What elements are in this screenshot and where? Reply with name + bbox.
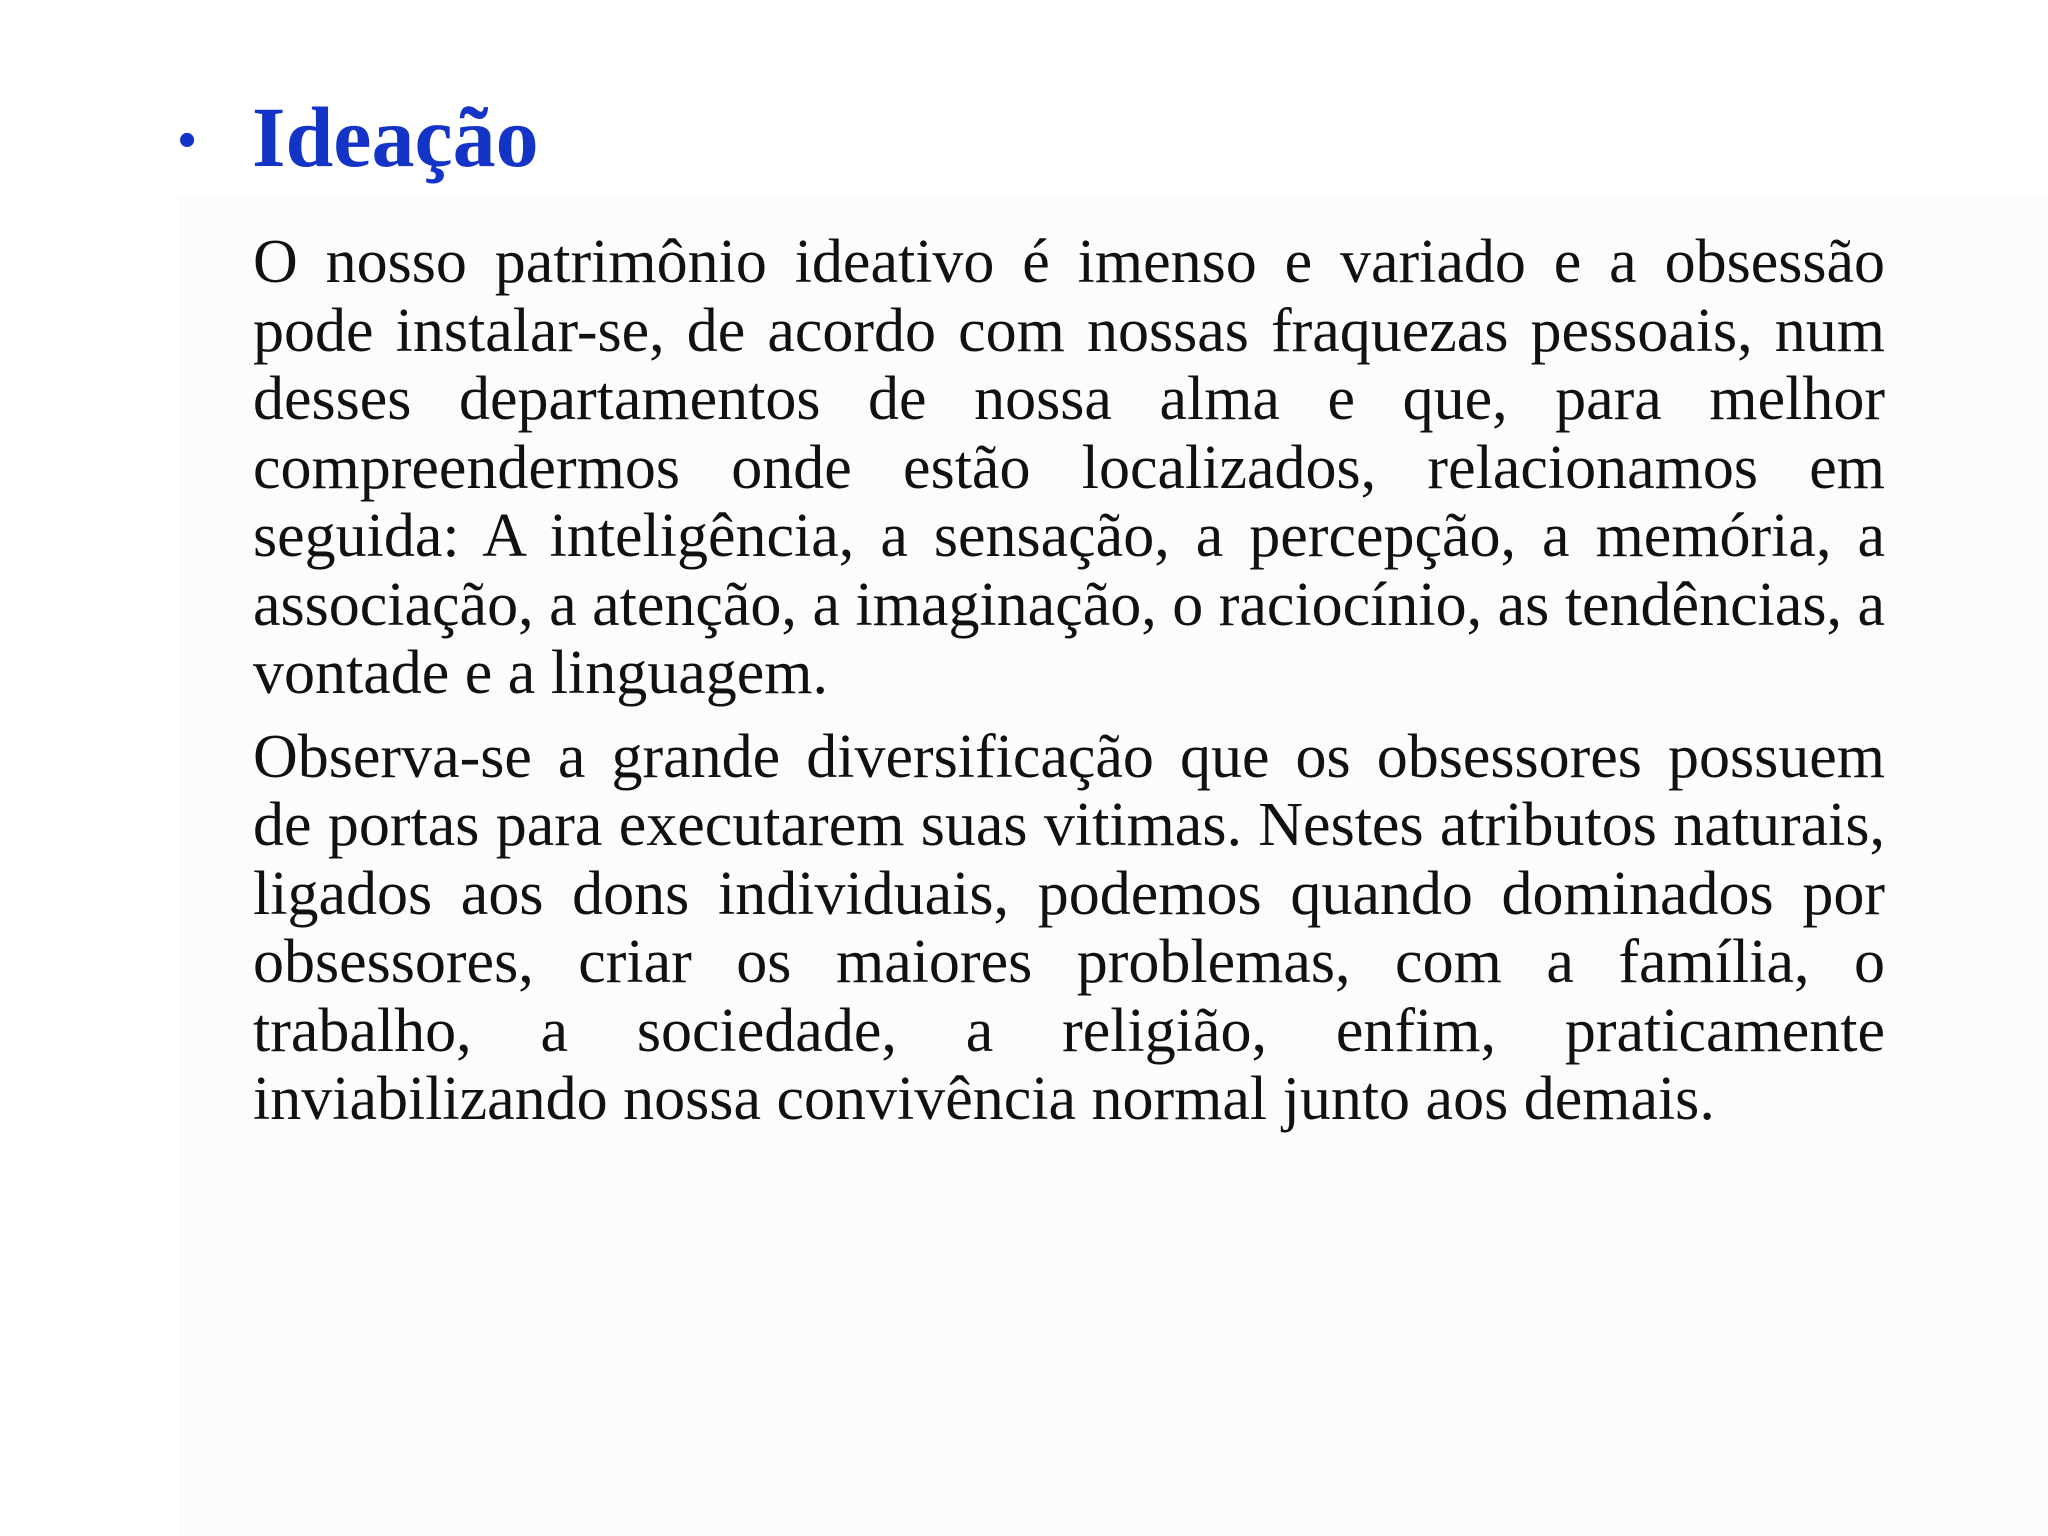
paragraph-1: O nosso patrimônio ideativo é imenso e variado e a obsessão pode instalar-se, de acordo com nossas fraquezas pessoais, num desses departamentos de nossa alma e que, para melhor compreendermos onde estão localizados, relacionamos em seguida: A inteligência, a sensação, a percepção, a memória, a associação, a atenção, a imaginação, o raciocínio, as tendências, a vontade e a linguagem. xyxy=(253,228,1885,707)
paragraph-2: Observa-se a grande diversificação que os obsessores possuem de portas para executarem suas vitimas. Nestes atributos naturais, ligados aos dons individuais, podemos quando dominados por obsessores, criar os maiores problemas, com a família, o trabalho, a sociedade, a religião, enfim, praticamente inviabilizando nossa convivência normal junto aos demais. xyxy=(253,722,1885,1133)
slide-heading: Ideação xyxy=(252,89,539,185)
heading-row xyxy=(178,82,539,192)
slide-body xyxy=(253,228,1885,1134)
bullet-point: • xyxy=(178,111,197,169)
